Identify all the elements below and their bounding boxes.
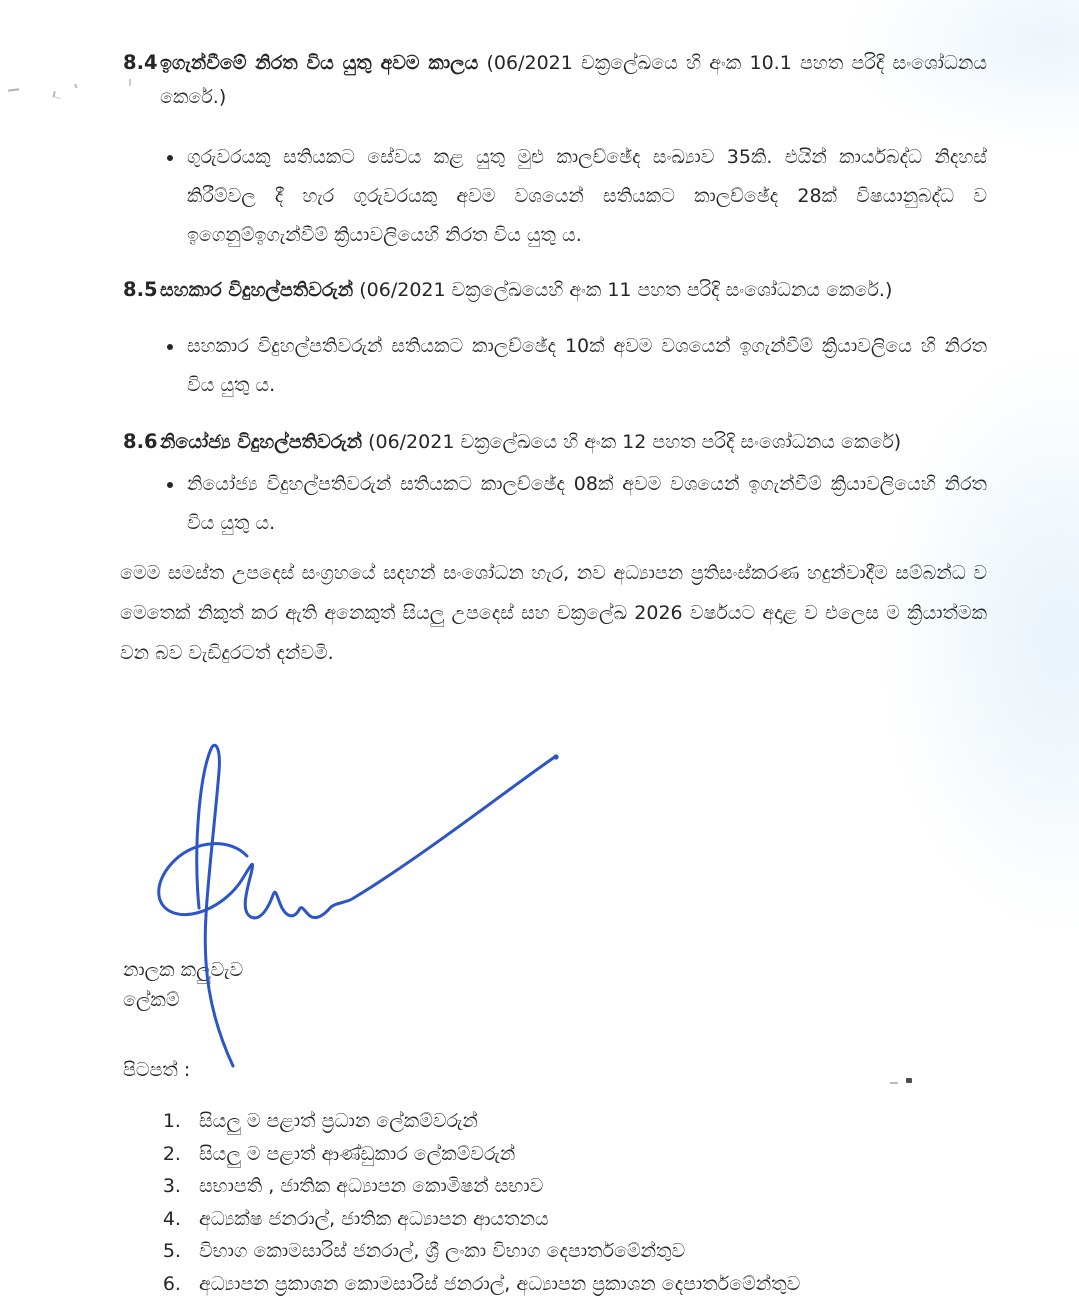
section-8-5-bullets [123, 327, 987, 405]
list-item: 1. සියලු ම පළාත් ප්‍රධාන ලේකම්වරුන් [187, 1105, 987, 1138]
section-8-6-heading [123, 425, 987, 459]
list-item: 3. සභාපති , ජාතික අධ්‍යාපන කොමිෂන් සභාව [187, 1170, 987, 1203]
section-8-4-heading [123, 46, 987, 114]
section-8-6-bullets [123, 465, 987, 543]
section-note: (06/2021 චක්‍රලේඛයෙ හි අංක 10.1 පහත පරිදි සංශෝධනය කෙරේ.) [160, 52, 988, 108]
section-title: නියෝජ්‍ය විදුහල්පතිවරුන් [160, 431, 363, 453]
section-8-5-heading [123, 273, 987, 307]
section-title: සහකාර විදුහල්පතිවරුන් [160, 279, 354, 301]
signature-block [123, 955, 987, 1297]
signatory-name: නාලක කලුවැව [123, 959, 244, 981]
closing-paragraph: මෙම සමස්ත උපදෙස් සංග්‍රහයේ සදහන් සංශෝධන හැර, නව අධ්‍යාපන ප්‍රතිසංස්කරණ හදුන්වාදීම සම්බන්ධ ව මෙතෙක් නිකුත් කර ඇති අනෙකුත් සියලු උපදෙස් සහ චක්‍රලේඛ 2026 වර්ෂයට අදාළ ව එලෙස ම ක්‍රියාත්මක වන බව වැඩිදුරටත් දන්වමි. [120, 562, 987, 664]
bullet-item: • ගුරුවරයකු සතියකට සේවය කළ යුතු මුළු කාලච්ඡේද සංඛ්‍යාව 35කි. එයින් කාර්යබද්ධ නිදහස් කිරීම්වල දී හැර ගුරුවරයකු අවම වශයෙන් සතියකට කාලච්ඡේද 28ක් විෂයානුබද්ධ ව ඉගෙනුම්ඉගැන්වීම් ක්‍රියාවලියෙහි නිරත විය යුතු ය. [185, 138, 987, 255]
copies-list [123, 1105, 987, 1297]
bullet-item: • නියෝජ්‍ය විදුහල්පතිවරුන් සතියකට කාලච්ඡේද 08ක් අවම වශයෙන් ඉගැන්වීම් ක්‍රියාවලියෙහි නිරත විය යුතු ය. [185, 465, 987, 543]
list-item: 5. විභාග කොමසාරිස් ජනරාල්, ශ්‍රී ලංකා විභාග දෙපාර්තමේන්තුව [187, 1235, 987, 1268]
section-note: (06/2021 චක්‍රලේඛයෙහි අංක 11 පහත පරිදි සංශෝධනය කෙරේ.) [359, 279, 893, 301]
section-number: 8.5 [123, 278, 158, 301]
section-title: ඉගැන්වීමේ නිරත විය යුතු අවම කාලය [160, 52, 479, 74]
list-item: 4. අධ්‍යක්ෂ ජනරාල්, ජාතික අධ්‍යාපන ආයතනය [187, 1203, 987, 1236]
list-item: 2. සියලු ම පළාත් ආණ්ඩුකාර ලේකම්වරුන් [187, 1138, 987, 1171]
bullet-item: • සහකාර විදුහල්පතිවරුන් සතියකට කාලච්ඡේද 10ක් අවම වශයෙන් ඉගැන්වීම් ක්‍රියාවලියෙ හි නිරත විය යුතු ය. [185, 327, 987, 405]
signatory-title: ලේකම් [123, 989, 180, 1011]
section-number: 8.6 [123, 430, 158, 453]
section-note: (06/2021 චක්‍රලේඛයෙ හි අංක 12 පහත පරිදි සංශෝධනය කෙරේ) [368, 431, 902, 453]
copies-label: පිටපත් : [123, 1059, 191, 1081]
section-8-4-bullets [123, 138, 987, 255]
list-item: 6. අධ්‍යාපන ප්‍රකාශන කොමසාරිස් ජනරාල්, අධ්‍යාපන ප්‍රකාශන දෙපාර්තමේන්තුව [187, 1268, 987, 1297]
section-number: 8.4 [123, 51, 158, 74]
